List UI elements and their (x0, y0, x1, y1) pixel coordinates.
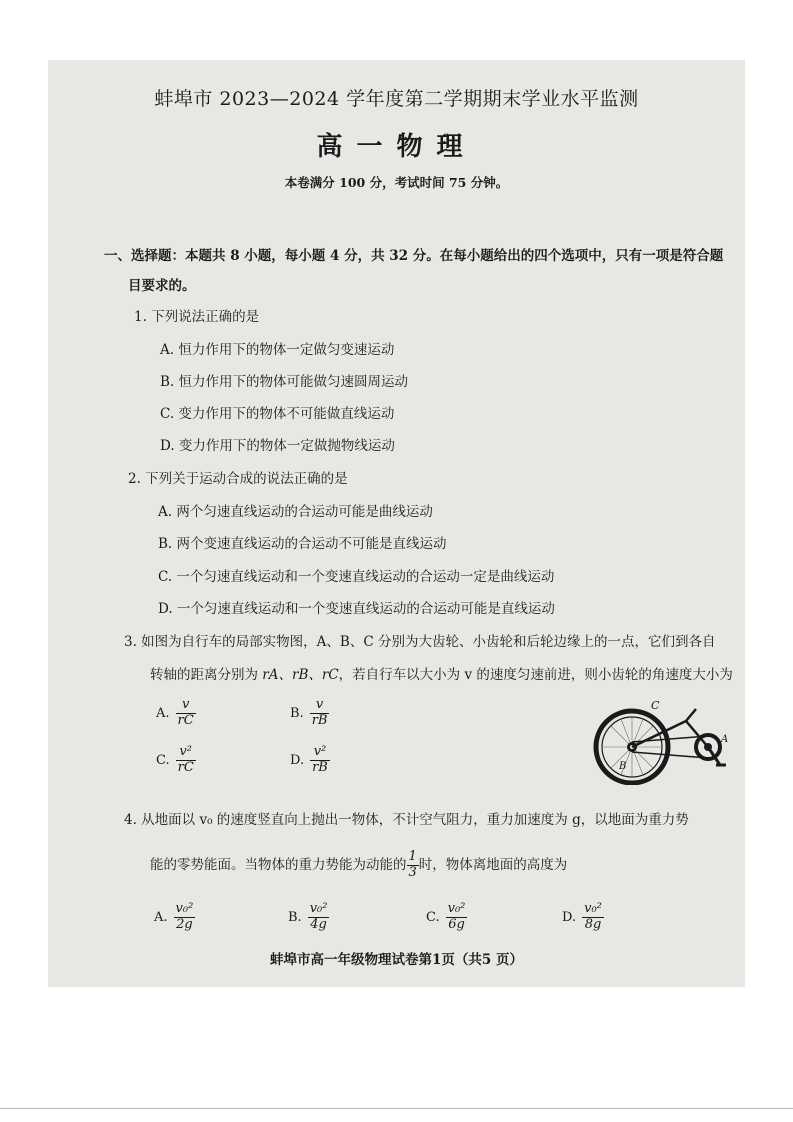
section-heading-line1: 一、选择题：本题共 8 小题，每小题 4 分，共 32 分。在每小题给出的四个选项中，只有一项是符合题 (104, 248, 724, 264)
exam-page (48, 60, 745, 987)
q3-radius-vars: rA、rB、rC (262, 667, 339, 683)
subject-title: 高一物理 (316, 132, 477, 162)
q4-option-b: B. $\frac{\text{v₀²}}{4g}$ (288, 901, 328, 932)
q3-stem-line1: 3. 如图为自行车的局部实物图，A、B、C 分别为大齿轮、小齿轮和后轮边缘上的一点，它们到各自 (124, 634, 716, 650)
q1-option-a: A. 恒力作用下的物体一定做匀变速运动 (160, 342, 395, 358)
q2-option-a: A. 两个匀速直线运动的合运动可能是曲线运动 (158, 504, 433, 520)
label-a: A (721, 734, 729, 745)
label-b: B (619, 761, 627, 772)
page-bottom-rule (0, 1108, 793, 1109)
q2-stem: 2. 下列关于运动合成的说法正确的是 (128, 471, 348, 487)
exam-title: 蚌埠市 2023—2024 学年度第二学期期末学业水平监测 (154, 88, 639, 110)
label-c: C (651, 699, 660, 712)
q1-option-c: C. 变力作用下的物体不可能做直线运动 (160, 406, 395, 422)
q3-option-b: B. $\frac{v}{rB}$ (290, 697, 328, 728)
q1-option-b: B. 恒力作用下的物体可能做匀速圆周运动 (160, 374, 409, 390)
q4-stem-line2: 能的零势能面。当物体的重力势能为动能的 $\frac{1}{3}$ 时，物体离地面的高度为 (150, 849, 568, 880)
q2-option-d: D. 一个匀速直线运动和一个变速直线运动的合运动可能是直线运动 (158, 601, 555, 617)
q2-option-c: C. 一个匀速直线运动和一个变速直线运动的合运动一定是曲线运动 (158, 569, 555, 585)
q4-option-a: A. $\frac{\text{v₀²}}{2g}$ (154, 901, 194, 932)
exam-note: 本卷满分 100 分，考试时间 75 分钟。 (284, 175, 509, 190)
section-heading-line2: 目要求的。 (128, 278, 196, 294)
q3-stem-line2: 转轴的距离分别为 rA、rB、rC，若自行车以大小为 v 的速度匀速前进，则小齿轮的角速度大小为 (150, 667, 733, 683)
q2-option-b: B. 两个变速直线运动的合运动不可能是直线运动 (158, 536, 447, 552)
q4-stem-line1: 4. 从地面以 v₀ 的速度竖直向上抛出一物体，不计空气阻力，重力加速度为 g，以地面为重力势 (124, 812, 689, 828)
page-footer: 蚌埠市高一年级物理试卷第1页（共5 页） (270, 952, 523, 968)
q1-option-d: D. 变力作用下的物体一定做抛物线运动 (160, 438, 395, 454)
q3-option-c: C. $\frac{\text{v²}}{rC}$ (156, 744, 194, 775)
q1-stem: 1. 下列说法正确的是 (134, 309, 260, 325)
bicycle-figure (588, 695, 733, 785)
q3-option-d: D. $\frac{\text{v²}}{rB}$ (290, 744, 328, 775)
q4-option-d: D. $\frac{\text{v₀²}}{8g}$ (562, 901, 602, 932)
q4-option-c: C. $\frac{\text{v₀²}}{6g}$ (426, 901, 466, 932)
q3-option-a: A. $\frac{v}{rC}$ (156, 697, 194, 728)
